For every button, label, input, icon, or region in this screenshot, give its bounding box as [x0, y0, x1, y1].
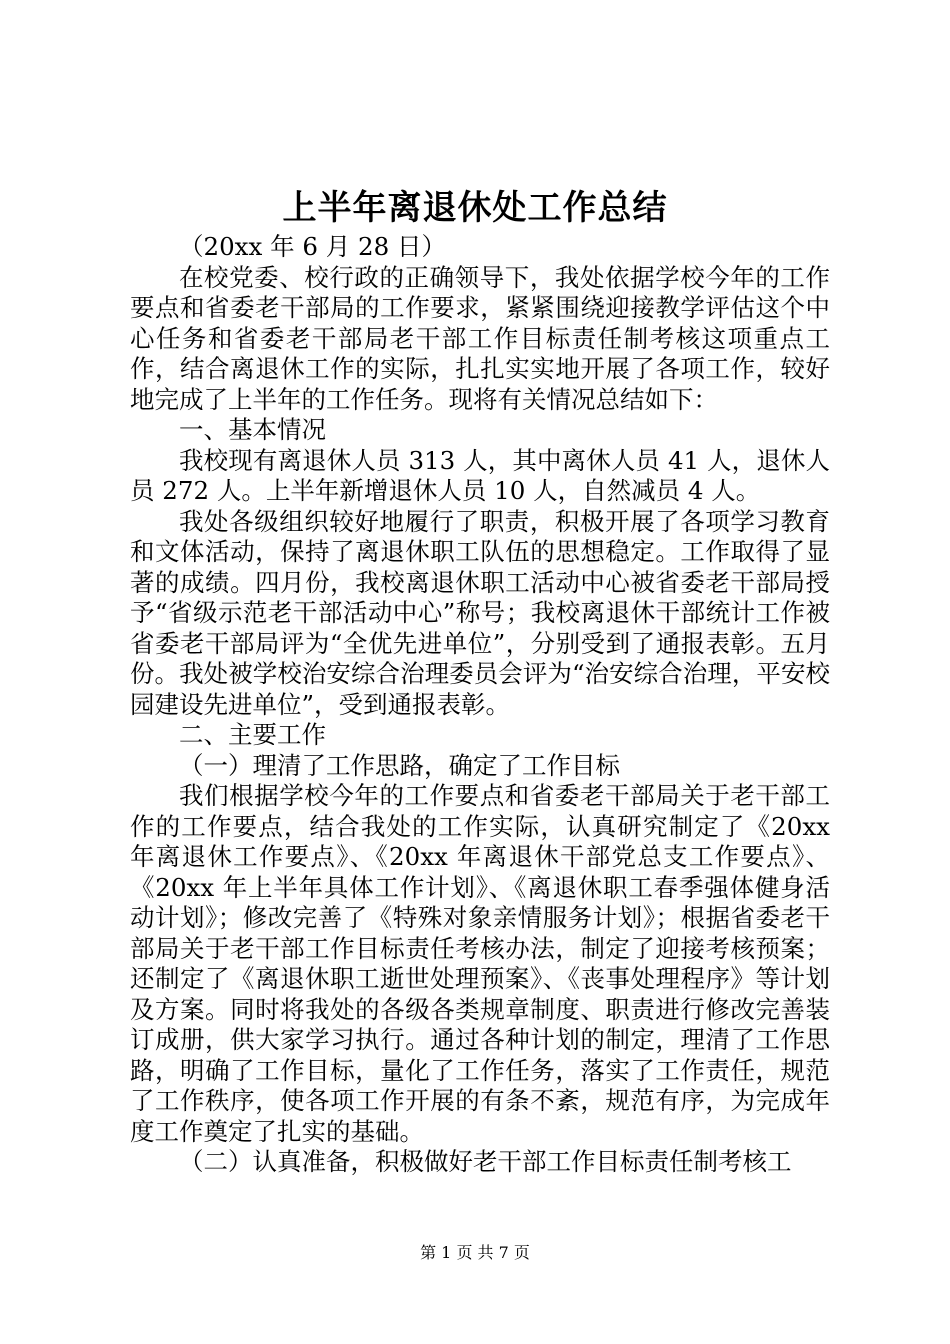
section-heading-basic: 一、基本情况 — [179, 415, 326, 444]
planning-paragraph: 我们根据学校今年的工作要点和省委老干部局关于老干部工作的工作要点，结合我处的工作实际，认真研究制定了《20xx 年离退休工作要点》、《20xx 年离退休干部党总支工作要点》、《20xx 年上半年具体工作计划》、《离退休职工春季强体健身活动计划》；修改完善了《特殊对象亲情服务计划》；根据省委老干部局关于老干部工作目标责任考核办法，制定了迎接考核预案；还制定了《离退休职工逝世处理预案》、《丧事处理程序》等计划及方案。同时将我处的各级各类规章制度、职责进行修改完善装订成册，供大家学习执行。通过各种计划的制定，理清了工作思路，明确了工作目标，量化了工作任务，落实了工作责任，规范了工作秩序，使各项工作开展的有条不紊，规范有序，为完成年度工作奠定了扎实的基础。 — [130, 781, 830, 1146]
staff-count-paragraph: 我校现有离退休人员 313 人，其中离休人员 41 人，退休人员 272 人。上半年新增退休人员 10 人，自然减员 4 人。 — [130, 445, 830, 505]
subsection-heading-2: （二）认真准备，积极做好老干部工作目标责任制考核工 — [179, 1147, 792, 1176]
subsection-heading-1: （一）理清了工作思路，确定了工作目标 — [179, 750, 620, 780]
date-line: （20xx 年 6 月 28 日） — [179, 232, 447, 261]
intro-paragraph: 在校党委、校行政的正确领导下，我处依据学校今年的工作要点和省委老干部局的工作要求，紧紧围绕迎接教学评估这个中心任务和省委老干部局老干部工作目标责任制考核这项重点工作，结合离退休工作的实际，扎扎实实地开展了各项工作，较好地完成了上半年的工作任务。现将有关情况总结如下： — [130, 262, 830, 414]
section-heading-main-work: 二、主要工作 — [179, 720, 326, 749]
document-body — [130, 232, 830, 1178]
page-footer: 第 1 页 共 7 页 — [420, 1243, 530, 1262]
achievements-paragraph: 我处各级组织较好地履行了职责，积极开展了各项学习教育和文体活动，保持了离退休职工队伍的思想稳定。工作取得了显著的成绩。四月份，我校离退休职工活动中心被省委老干部局授予“省级示范老干部活动中心”称号；我校离退休干部统计工作被省委老干部局评为“全优先进单位”，分别受到了通报表彰。五月份。我处被学校治安综合治理委员会评为“治安综合治理，平安校园建设先进单位”，受到通报表彰。 — [130, 506, 830, 719]
document-title: 上半年离退休处工作总结 — [282, 188, 668, 228]
